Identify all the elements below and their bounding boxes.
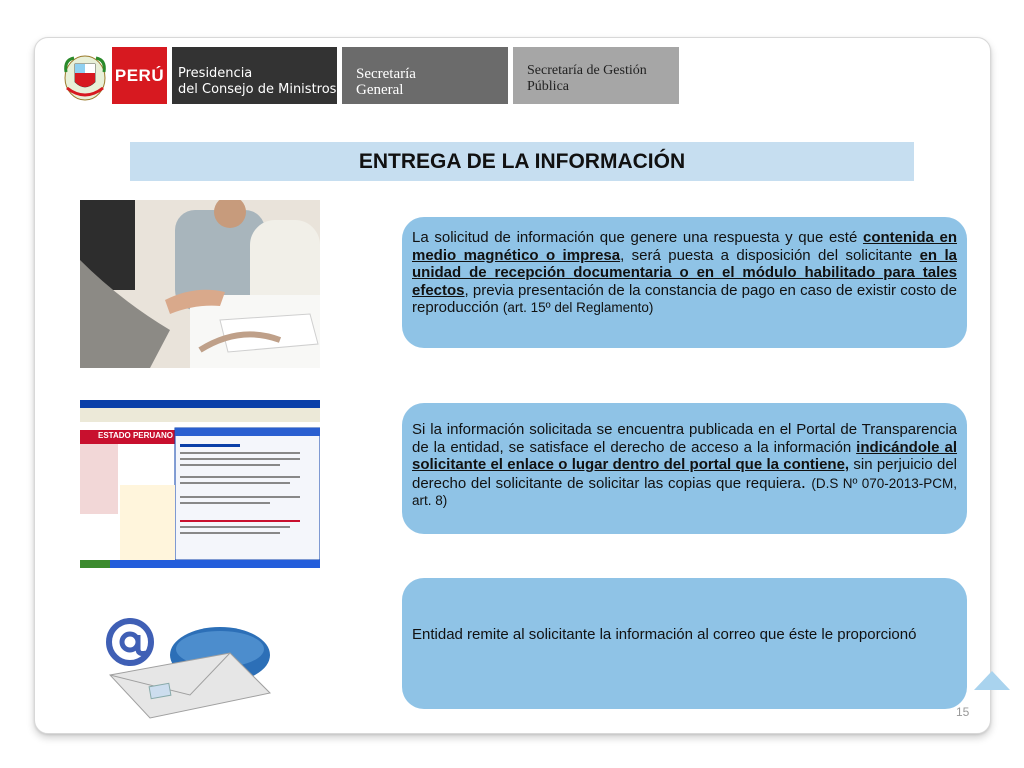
box3-paragraph: Entidad remite al solicitante la información al correo que éste le proporcionó [412, 626, 917, 643]
coat-of-arms-icon [62, 48, 108, 104]
sgp-label [513, 47, 679, 104]
email-graphic [100, 615, 290, 720]
page-number: 15 [956, 705, 970, 719]
box1-paragraph [412, 229, 957, 317]
sgp-line2: Pública [527, 79, 569, 94]
box2-emph-a: indicándole al solicitante el enlace o lugar dentro del portal que la contiene, [412, 438, 957, 473]
box1-text-a: La solicitud de información que genere una respuesta y que esté [412, 229, 863, 246]
sg-line1: Secretaría [356, 66, 416, 82]
box1-text-b: , será puesta a disposición del solicitante [620, 246, 920, 264]
pcm-line2: del Consejo de Ministros [178, 82, 337, 97]
portal-title: ESTADO PERUANO [98, 431, 173, 440]
pcm-line1: Presidencia [178, 66, 253, 81]
portal-screenshot [80, 400, 320, 568]
peru-badge: PERÚ [112, 47, 167, 104]
box1-emph-a: contenida en medio magnético o impresa [412, 229, 957, 264]
box2-reference: (D.S Nº 070-2013-PCM, art. 8) [412, 475, 957, 508]
scroll-up-icon[interactable] [972, 668, 1012, 692]
box2-text-b: sin perjuicio del derecho del solicitante de solicitar las copias que requiera [412, 456, 957, 492]
info-box-1 [402, 217, 967, 348]
box2-text-c: . [800, 471, 812, 492]
at-sign-icon [109, 621, 151, 663]
info-box-3 [402, 578, 967, 709]
info-box-2 [402, 403, 967, 534]
box1-emph-b: en la unidad de recepción documentaria o en el módulo habilitado para tales efectos [412, 246, 957, 299]
handover-photo [80, 200, 320, 368]
box1-text-c: , previa presentación de la constancia de pago en caso de existir costo de reproducción [412, 281, 957, 316]
sgp-line1: Secretaría de Gestión [527, 63, 647, 78]
page-title: ENTREGA DE LA INFORMACIÓN [130, 142, 914, 181]
sg-label [342, 47, 508, 104]
sg-line2: General [356, 82, 404, 98]
pcm-label [172, 47, 337, 104]
box1-reference: (art. 15º del Reglamento) [502, 300, 654, 315]
box2-paragraph [412, 421, 957, 510]
box2-text-a: Si la información solicitada se encuentra publicada en el Portal de Transparencia de la entidad, se satisface el derecho de acceso a la información [412, 421, 957, 456]
